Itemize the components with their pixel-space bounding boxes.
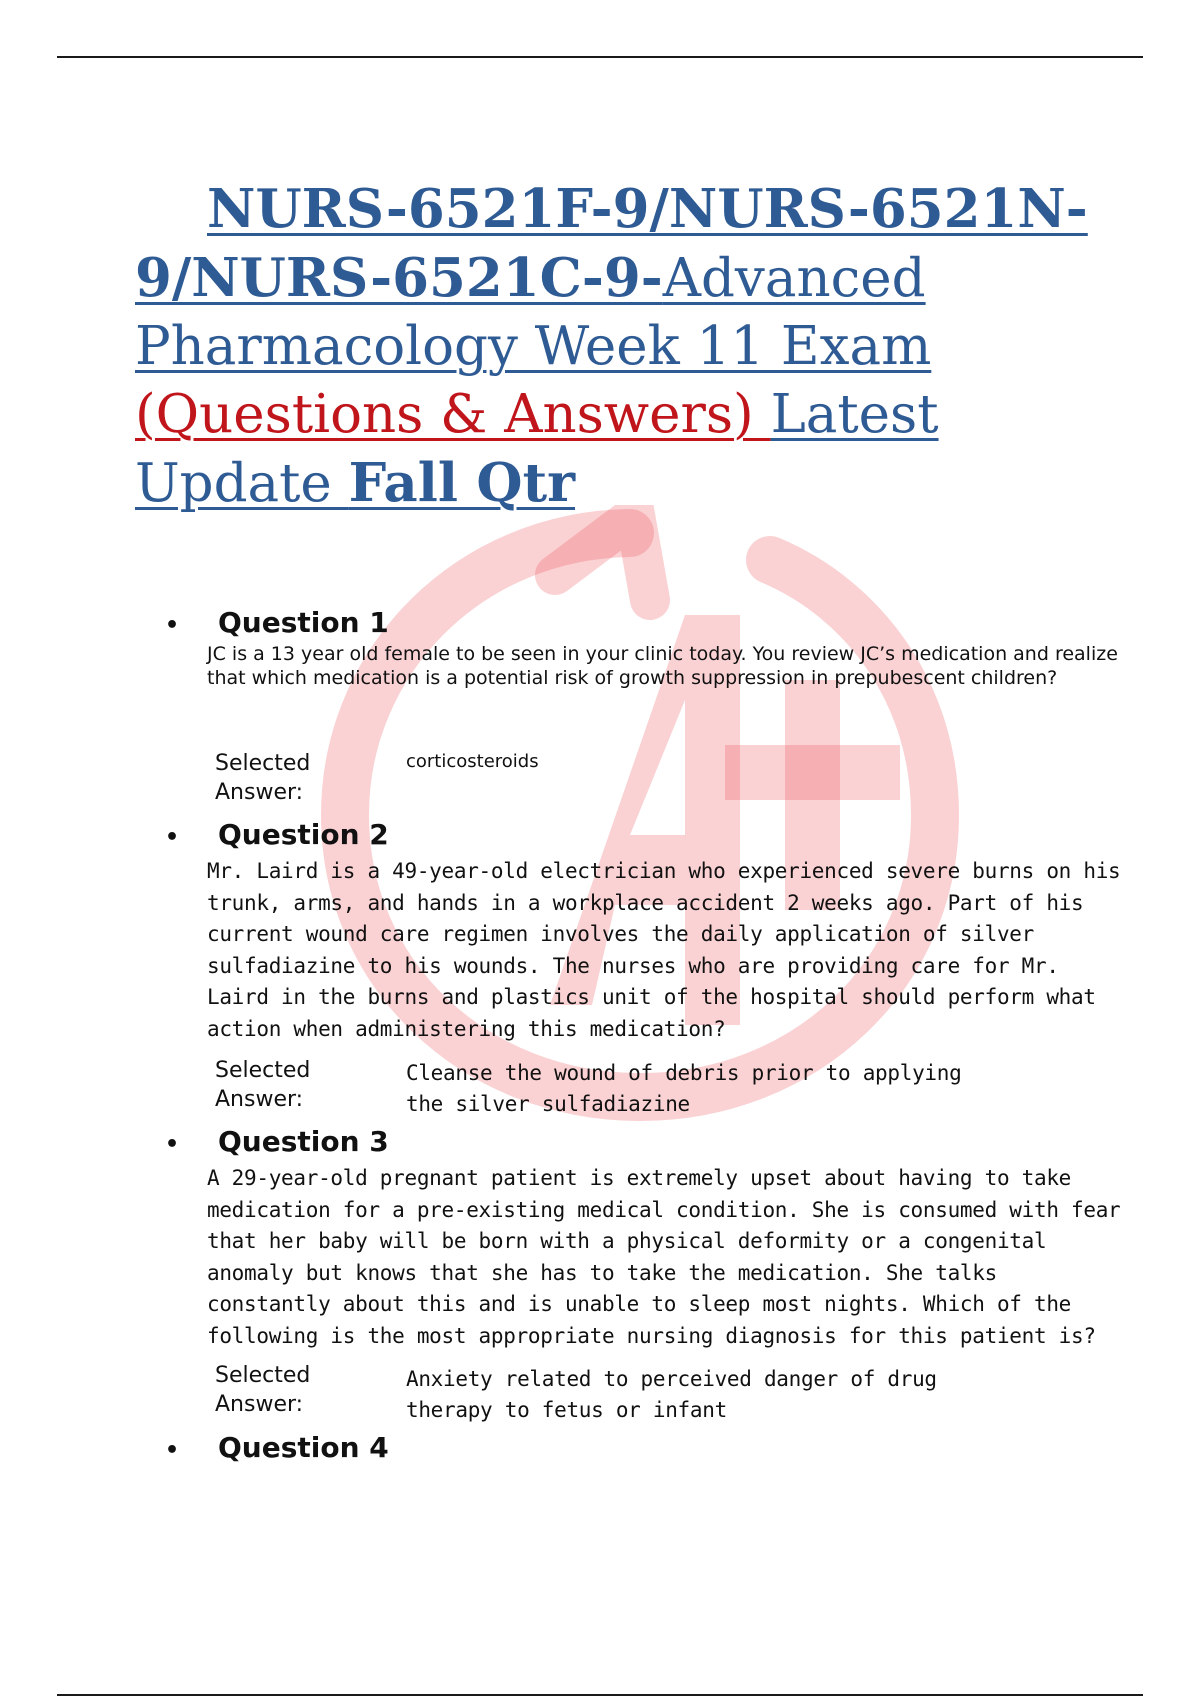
bottom-rule xyxy=(57,1694,1143,1696)
question-3-heading: • Question 3 xyxy=(165,1125,389,1162)
title-term: Fall Qtr xyxy=(348,452,576,514)
title-course-name: Advanced Pharmacology Week 11 Exam xyxy=(135,248,932,377)
top-rule xyxy=(57,56,1143,58)
bullet-icon: • xyxy=(165,613,180,638)
title-course-codes: NURS-6521F-9/NURS-6521N-9/NURS-6521C-9- xyxy=(135,178,1088,309)
title-latest-update: Latest Update xyxy=(135,384,939,514)
question-1-text: JC is a 13 year old female to be seen in your clinic today. You review JC’s medication and realize that which medication is a potential risk of growth suppression in prepubescent children? xyxy=(207,643,1118,689)
question-1-selected-answer: corticosteroids xyxy=(406,751,539,772)
question-3-text: A 29-year-old pregnant patient is extremely upset about having to take medication for a pre-existing medical condition. She is consumed with fear that her baby will be born with a physical deformity or a congenital anomaly but knows that she has to take the medication. She talks constantly about this and is unable to sleep most nights. Which of the following is the most appropriate nursing diagnosis for this patient is? xyxy=(207,1166,1121,1348)
question-1-heading: • Question 1 xyxy=(165,606,389,643)
question-2-heading: • Question 2 xyxy=(165,818,389,855)
question-4-heading: • Question 4 xyxy=(165,1431,389,1468)
question-1-answer-label: Selected Answer: xyxy=(215,751,311,805)
bullet-icon: • xyxy=(165,825,180,850)
bullet-icon: • xyxy=(165,1132,180,1157)
title-questions-answers: (Questions & Answers) xyxy=(135,384,771,445)
bullet-icon: • xyxy=(165,1438,180,1463)
question-2-text: Mr. Laird is a 49-year-old electrician who experienced severe burns on his trunk, arms, and hands in a workplace accident 2 weeks ago. Part of his current wound care regimen involves the daily application of silver sulfadiazine to his wounds. The nurses who are providing care for Mr. Laird in the burns and plastics unit of the hospital should perform what action when administering this medication? xyxy=(207,859,1121,1041)
question-2-selected-answer: Cleanse the wound of debris prior to applying the silver sulfadiazine xyxy=(406,1061,962,1116)
document-title xyxy=(135,175,1140,518)
question-3-answer-label: Selected Answer: xyxy=(215,1363,311,1417)
question-3-selected-answer: Anxiety related to perceived danger of drug therapy to fetus or infant xyxy=(406,1367,937,1422)
question-2-answer-label: Selected Answer: xyxy=(215,1058,311,1112)
